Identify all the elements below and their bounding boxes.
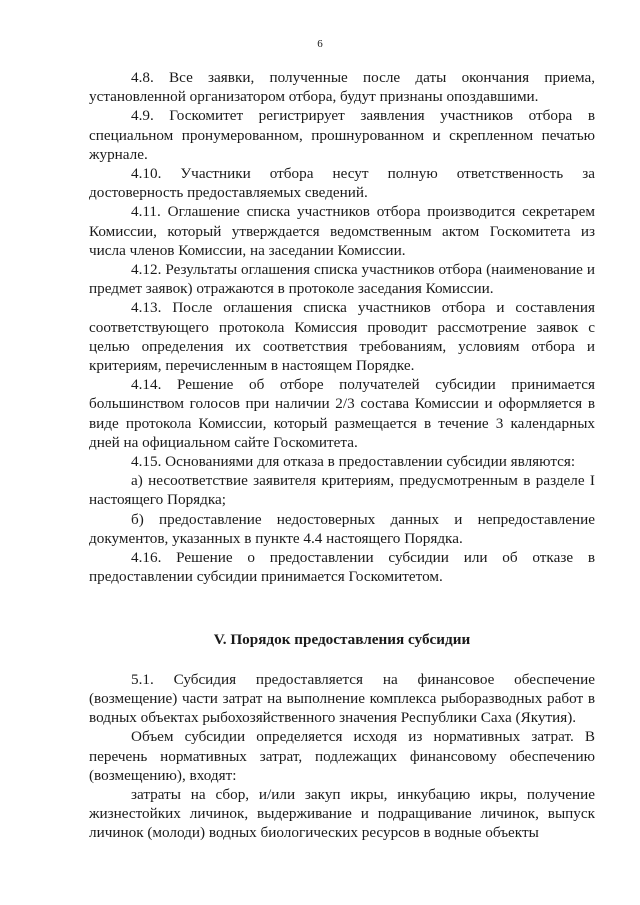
paragraph-subsidy-volume: Объем субсидии определяется исходя из нормативных затрат. В перечень нормативных затрат, подлежащих финансовому обеспечению (возмещению), входят:	[89, 728, 595, 784]
page-number: 6	[317, 38, 323, 50]
section-heading: V. Порядок предоставления субсидии	[213, 631, 471, 649]
paragraph-4-10: 4.10. Участники отбора несут полную ответственность за достоверность предоставляемых сведений.	[89, 165, 595, 202]
paragraph-4-11: 4.11. Оглашение списка участников отбора производится секретарем Комиссии, который утверждается ведомственным актом Госкомитета из числа членов Комиссии, на заседании Комиссии.	[89, 203, 595, 259]
paragraph-4-13: 4.13. После оглашения списка участников отбора и составления соответствующего протокола Комиссия проводит рассмотрение заявок с целью определения их соответствия требованиям, условиям отбора и критериям, перечисленным в настоящем Порядке.	[89, 299, 595, 375]
paragraph-costs: затраты на сбор, и/или закуп икры, инкубацию икры, получение жизнестойких личинок, выдерживание и подращивание личинок, выпуск личинок (молоди) водных биологических ресурсов в водные объекты	[89, 785, 595, 842]
paragraph-4-15-b: б) предоставление недостоверных данных и непредоставление документов, указанных в пункте 4.4 настоящего Порядка.	[89, 510, 595, 547]
paragraph-4-16: 4.16. Решение о предоставлении субсидии или об отказе в предоставлении субсидии принимается Госкомитетом.	[89, 549, 595, 586]
paragraph-4-14: 4.14. Решение об отборе получателей субсидии принимается большинством голосов при наличии 2/3 состава Комиссии и оформляется в виде протокола Комиссии, который размещается в течение 3 календарных дней на официальном сайте Госкомитета.	[89, 376, 595, 451]
document-body	[89, 68, 595, 843]
paragraph-4-15-a: а) несоответствие заявителя критериям, предусмотренным в разделе I настоящего Порядка;	[89, 472, 595, 509]
paragraph-4-12: 4.12. Результаты оглашения списка участников отбора (наименование и предмет заявок) отражаются в протоколе заседания Комиссии.	[89, 261, 595, 298]
paragraph-4-8: 4.8. Все заявки, полученные после даты окончания приема, установленной организатором отбора, будут признаны опоздавшими.	[89, 69, 595, 106]
paragraph-4-15: 4.15. Основаниями для отказа в предоставлении субсидии являются:	[131, 453, 576, 471]
paragraph-4-9: 4.9. Госкомитет регистрирует заявления участников отбора в специальном пронумерованном, прошнурованном и скрепленном печатью журнале.	[89, 107, 595, 163]
paragraph-5-1: 5.1. Субсидия предоставляется на финансовое обеспечение (возмещение) части затрат на выполнение комплекса рыборазводных работ в водных объектах рыбохозяйственного значения Республики Саха (Якутия).	[89, 670, 595, 727]
